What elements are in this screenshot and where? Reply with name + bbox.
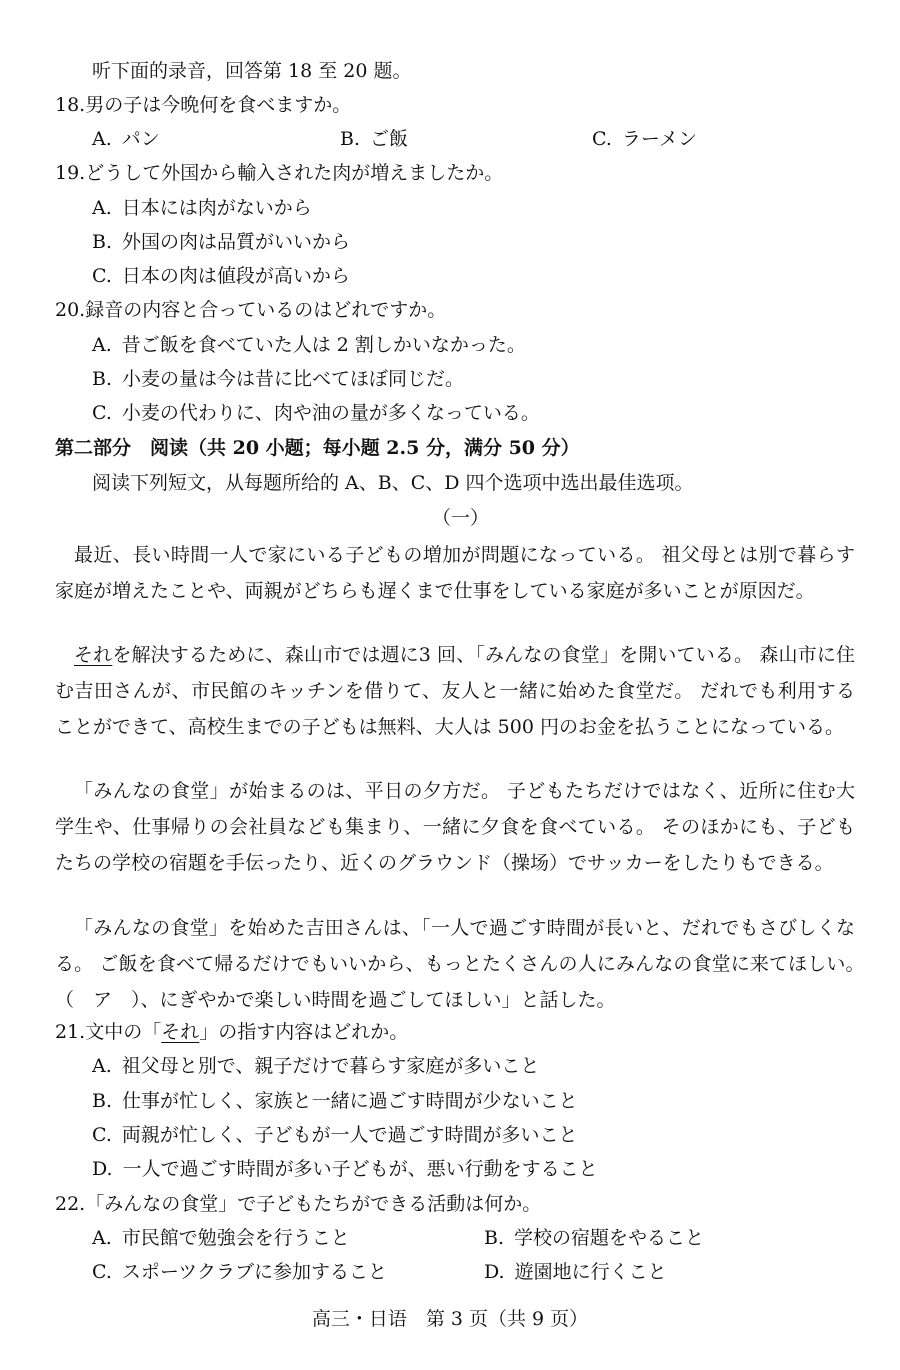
q22-option-b — [484, 1227, 704, 1249]
option-label: A. — [92, 197, 112, 219]
q18-option-b — [340, 128, 408, 150]
option-label: C. — [92, 1261, 112, 1283]
option-label: B. — [484, 1227, 505, 1249]
question-text: どうして外国から輸入された肉が増えましたか。 — [85, 162, 504, 184]
option-label: B. — [340, 128, 361, 150]
option-text: スポーツクラブに参加すること — [121, 1261, 387, 1283]
question-number: 18. — [55, 94, 86, 116]
reading-section-title: 第二部分 阅读（共 20 小题；每小题 2.5 分，满分 50 分） — [55, 437, 580, 459]
question-text: 録音の内容と合っているのはどれですか。 — [85, 299, 447, 321]
q21-option-d — [92, 1158, 598, 1180]
question-number: 19. — [55, 162, 86, 184]
option-text: 市民館で勉強会を行うこと — [121, 1227, 350, 1249]
option-text: 日本の肉は値段が高いから — [121, 265, 350, 287]
q20-option-a — [92, 334, 526, 356]
paragraph-2 — [55, 637, 855, 745]
question-text-before: 文中の「 — [85, 1021, 162, 1043]
q18-option-a — [92, 128, 160, 150]
underlined-sore: それ — [74, 644, 113, 666]
paragraph-4: 「みんなの食堂」を始めた吉田さんは、「一人で過ごす時間が長いと、だれでもさびしくなる。 ご飯を食べて帰るだけでもいいから、もっとたくさんの人にみんなの食堂に来てほしい。 （ ア ）、にぎやかで楽しい時間を過ごしてほしい」と話した。 — [55, 917, 875, 1011]
reading-instruction: 阅读下列短文，从每题所给的 A、B、C、D 四个选项中选出最佳选项。 — [92, 472, 694, 494]
option-text: ラーメン — [621, 128, 697, 150]
q20-option-c — [92, 402, 540, 424]
question-text: 「みんなの食堂」で子どもたちができる活動は何か。 — [85, 1193, 542, 1215]
option-text: 昔ご飯を食べていた人は 2 割しかいなかった。 — [121, 334, 526, 356]
option-label: C. — [592, 128, 612, 150]
option-label: C. — [92, 265, 112, 287]
q22-option-c — [92, 1261, 387, 1283]
question-22 — [55, 1193, 541, 1215]
listening-instruction: 听下面的录音，回答第 18 至 20 题。 — [92, 60, 412, 82]
option-text: 遊園地に行くこと — [514, 1261, 667, 1283]
option-text: 学校の宿題をやること — [514, 1227, 705, 1249]
question-underlined: それ — [161, 1021, 200, 1043]
option-text: 小麦の量は今は昔に比べてほぼ同じだ。 — [122, 368, 465, 390]
q21-option-c — [92, 1124, 578, 1146]
paragraph-1: 最近、長い時間一人で家にいる子どもの増加が問題になっている。 祖父母とは別で暮らす家庭が増えたことや、両親がどちらも遅くまで仕事をしている家庭が多いことが原因だ。 — [55, 544, 855, 602]
q22-option-a — [92, 1227, 350, 1249]
option-text: 日本には肉がないから — [121, 197, 312, 219]
option-label: A. — [92, 334, 112, 356]
question-text-after: 」の指す内容はどれか。 — [199, 1021, 409, 1043]
option-text: 外国の肉は品質がいいから — [122, 231, 351, 253]
option-text: 小麦の代わりに、肉や油の量が多くなっている。 — [121, 402, 540, 424]
q20-option-b — [92, 368, 464, 390]
paragraph-2-text: を解決するために、森山市では週に3 回、「みんなの食堂」を開いている。 森山市に住む吉田さんが、市民館のキッチンを借りて、友人と一緒に始めた食堂だ。 だれでも利用することができて、高校生までの子どもは無料、大人は 500 円のお金を払うことになっている。 — [55, 644, 855, 738]
q21-option-b — [92, 1090, 578, 1112]
option-label: B. — [92, 368, 113, 390]
q19-option-a — [92, 197, 312, 219]
option-label: A. — [92, 128, 112, 150]
question-number: 20. — [55, 299, 86, 321]
option-label: C. — [92, 1124, 112, 1146]
option-label: B. — [92, 1090, 113, 1112]
q19-option-c — [92, 265, 350, 287]
option-label: D. — [484, 1261, 505, 1283]
option-label: D. — [92, 1158, 113, 1180]
option-label: B. — [92, 231, 113, 253]
question-21 — [55, 1021, 408, 1043]
q18-option-c — [592, 128, 697, 150]
question-19 — [55, 162, 503, 184]
q22-option-d — [484, 1261, 667, 1283]
option-label: A. — [92, 1227, 112, 1249]
question-number: 22. — [55, 1193, 86, 1215]
option-text: 仕事が忙しく、家族と一緒に過ごす時間が少ないこと — [122, 1090, 578, 1112]
option-label: C. — [92, 402, 112, 424]
question-20 — [55, 299, 446, 321]
option-text: 一人で過ごす時間が多い子どもが、悪い行動をすること — [122, 1158, 598, 1180]
question-text: 男の子は今晩何を食べますか。 — [85, 94, 352, 116]
paragraph-3: 「みんなの食堂」が始まるのは、平日の夕方だ。 子どもたちだけではなく、近所に住む大学生や、仕事帰りの会社員なども集まり、一緒に夕食を食べている。 そのほかにも、子どもたちの学校の宿題を手伝ったり、近くのグラウンド（操场）でサッカーをしたりもできる。 — [55, 780, 855, 874]
passage-label: （一） — [432, 507, 490, 529]
q19-option-b — [92, 231, 350, 253]
q21-option-a — [92, 1055, 539, 1077]
question-18 — [55, 94, 351, 116]
option-label: A. — [92, 1055, 112, 1077]
option-text: 両親が忙しく、子どもが一人で過ごす時間が多いこと — [121, 1124, 578, 1146]
page-footer: 高三・日语 第 3 页（共 9 页） — [311, 1308, 589, 1330]
question-number: 21. — [55, 1021, 86, 1043]
option-text: パン — [121, 128, 160, 150]
option-text: ご飯 — [370, 128, 409, 150]
option-text: 祖父母と別で、親子だけで暮らす家庭が多いこと — [121, 1055, 540, 1077]
